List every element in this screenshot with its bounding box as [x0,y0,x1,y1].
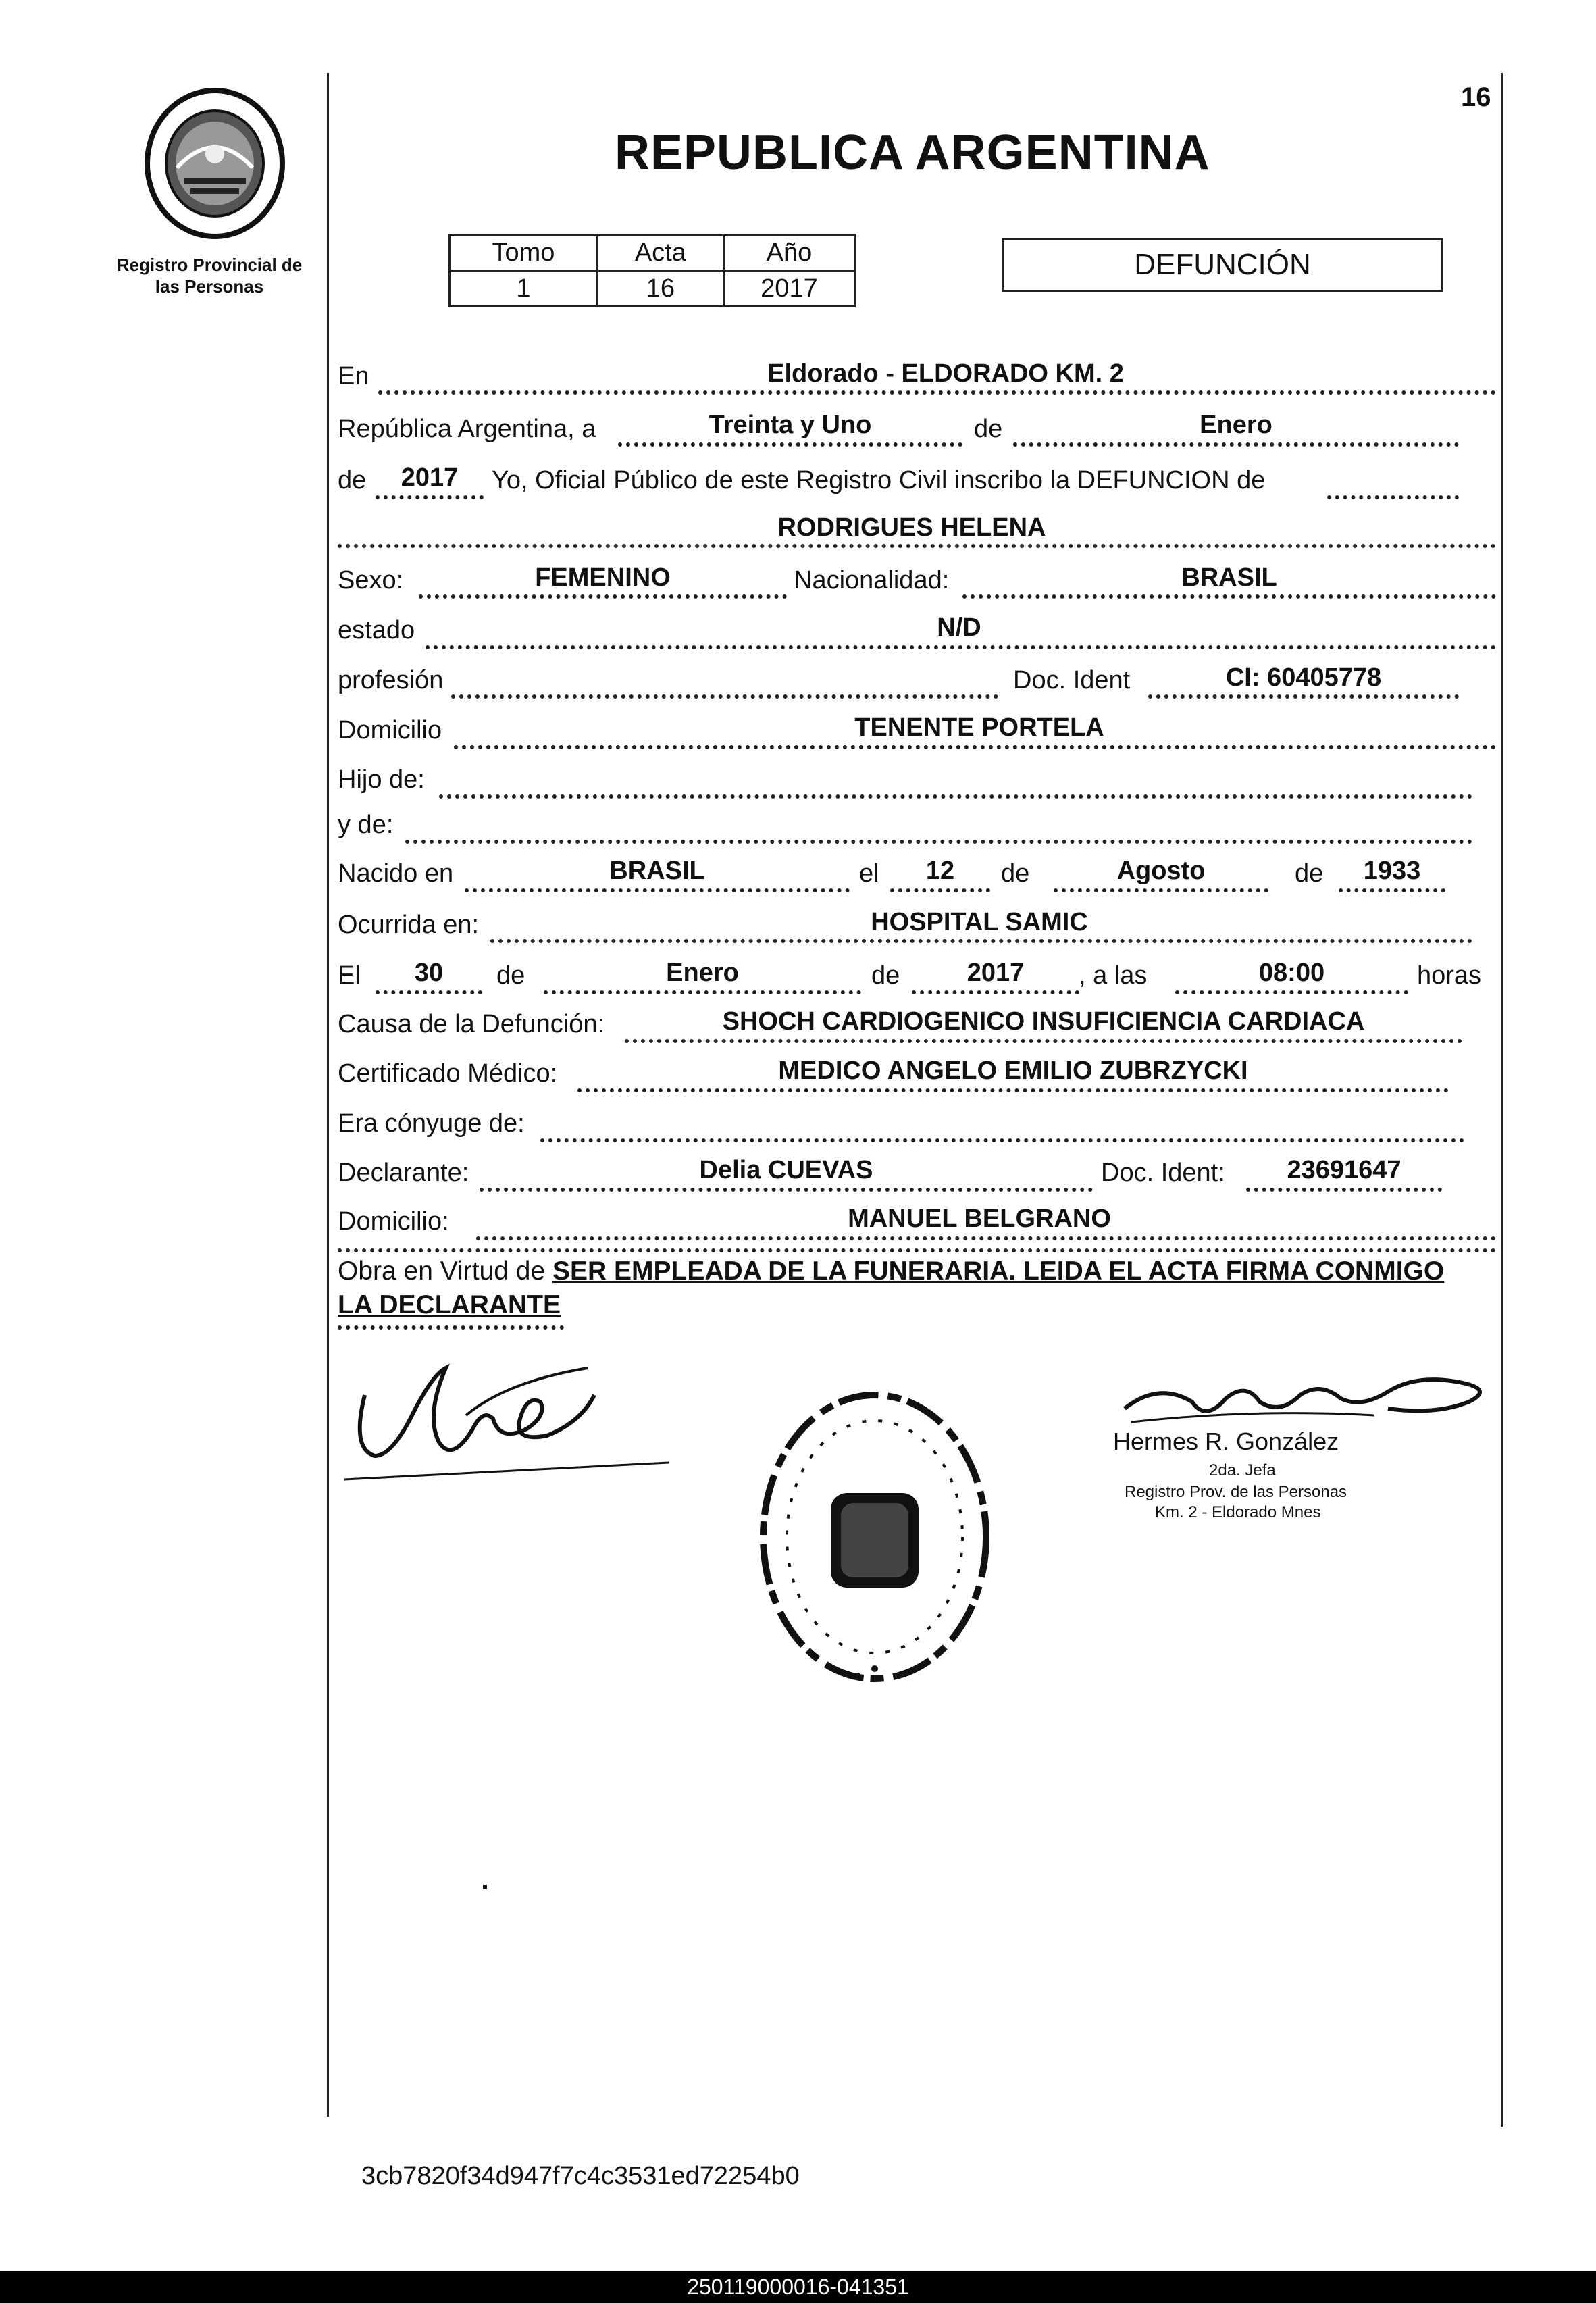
deceased-name-value: RODRIGUES HELENA [777,513,1046,542]
de-label-2: de [338,466,367,495]
act-type-box [1002,238,1443,292]
death-time-line [1175,990,1408,994]
de-label-6: de [871,961,900,990]
el-label: el [859,859,879,888]
place-value: Eldorado - ELDORADO KM. 2 [767,359,1124,388]
obra-end-line [338,1325,564,1330]
official-title: 2da. Jefa [1209,1461,1276,1479]
day-line [618,442,962,447]
El-label: El [338,961,361,990]
official-signature [1118,1361,1503,1436]
table-value-ano: 2017 [723,271,854,307]
profesion-label: profesión [338,666,444,694]
republica-label: República Argentina, a [338,415,596,443]
death-month-value: Enero [666,959,739,987]
hijo-de-label: Hijo de: [338,765,425,794]
decl-doc-line [1246,1188,1442,1192]
death-day-value: 30 [414,959,444,987]
y-de-line [405,840,1472,844]
table-value-tomo: 1 [450,271,598,307]
act-type-label: DEFUNCIÓN [1134,248,1311,281]
birth-day-line [890,888,990,892]
death-time-value: 08:00 [1258,959,1325,987]
obra-text-2: LA DECLARANTE [338,1290,561,1319]
en-label: En [338,362,369,390]
decl-doc-value: 23691647 [1287,1156,1401,1184]
a-las-label: , a las [1079,961,1148,990]
inscribo-line [1327,495,1459,499]
death-month-line [544,990,861,994]
domicilio-label: Domicilio [338,716,442,744]
misiones-seal-emblem [143,86,286,241]
domicilio2-line [476,1236,1496,1240]
right-margin-line [1501,73,1503,2127]
birth-month-value: Agosto [1116,857,1206,885]
declarante-value: Delia CUEVAS [699,1156,873,1184]
birth-day-value: 12 [925,857,955,885]
deceased-name-line [338,544,1496,548]
registry-table [448,234,856,307]
place-line [378,390,1496,395]
year-line [376,495,484,499]
obra-line-1 [338,1257,1444,1286]
nacionalidad-line [962,594,1496,599]
sexo-value: FEMENINO [535,563,671,592]
left-margin-line [327,73,329,2117]
causa-label: Causa de la Defunción: [338,1010,605,1038]
declarant-signature [338,1355,689,1490]
inscribo-text: Yo, Oficial Público de este Registro Civil inscribo la DEFUNCION de [492,466,1266,495]
domicilio-line [454,745,1496,749]
obra-label: Obra en Virtud de [338,1257,546,1286]
birth-year-line [1339,888,1445,892]
stray-mark [483,1885,487,1889]
decl-doc-label: Doc. Ident: [1101,1159,1225,1187]
separator-line [338,1248,1496,1252]
estado-value: N/D [937,613,981,642]
seal-caption: Registro Provincial de las Personas [116,255,303,297]
de-label-4: de [1295,859,1324,888]
conyuge-label: Era cónyuge de: [338,1109,525,1138]
domicilio2-label: Domicilio: [338,1207,449,1236]
death-year-line [912,990,1079,994]
hijo-de-line [439,794,1472,799]
official-name: Hermes R. González [1113,1427,1339,1455]
domicilio-value: TENENTE PORTELA [854,713,1104,742]
nacionalidad-label: Nacionalidad: [794,566,950,594]
birth-month-line [1054,888,1268,892]
table-value-acta: 16 [597,271,723,307]
nacionalidad-value: BRASIL [1181,563,1277,592]
ocurrida-en-line [490,939,1472,943]
official-registry: Registro Prov. de las Personas [1125,1483,1347,1501]
ocurrida-en-label: Ocurrida en: [338,911,480,939]
de-label-5: de [496,961,525,990]
month-line [1013,442,1459,447]
birth-year-value: 1933 [1363,857,1421,885]
table-header-acta: Acta [597,235,723,271]
page-number: 16 [1461,82,1491,112]
ocurrida-en-value: HOSPITAL SAMIC [871,908,1088,936]
de-label-1: de [974,415,1003,443]
nacido-en-label: Nacido en [338,859,454,888]
year-value: 2017 [401,463,459,492]
de-label-3: de [1001,859,1030,888]
causa-value: SHOCH CARDIOGENICO INSUFICIENCIA CARDIACA [722,1007,1365,1036]
certificado-label: Certificado Médico: [338,1059,558,1088]
y-de-label: y de: [338,811,394,839]
official-round-stamp [746,1378,1003,1702]
doc-ident-line [1148,694,1459,699]
table-header-ano: Año [723,235,854,271]
declarante-label: Declarante: [338,1159,469,1187]
sexo-label: Sexo: [338,566,404,594]
nacido-en-line [465,888,850,892]
registry-table-value-row [450,271,855,307]
estado-line [426,645,1496,649]
certificado-line [577,1088,1449,1092]
table-header-tomo: Tomo [450,235,598,271]
causa-line [625,1039,1462,1043]
registry-table-header-row [450,235,855,271]
death-year-value: 2017 [967,959,1025,987]
document-hash: 3cb7820f34d947f7c4c3531ed72254b0 [361,2162,800,2190]
declarante-line [480,1188,1093,1192]
official-location: Km. 2 - Eldorado Mnes [1155,1503,1321,1521]
death-day-line [376,990,482,994]
doc-ident-label: Doc. Ident [1013,666,1131,694]
nacido-en-value: BRASIL [609,857,705,885]
day-words-value: Treinta y Uno [709,411,872,439]
month-value: Enero [1200,411,1272,439]
estado-label: estado [338,616,415,644]
profesion-line [451,694,998,699]
footer-code: 250119000016-041351 [687,2275,909,2299]
doc-ident-value: CI: 60405778 [1225,663,1382,692]
conyuge-line [540,1138,1464,1142]
obra-text-1: SER EMPLEADA DE LA FUNERARIA. LEIDA EL ACTA FIRMA CONMIGO [552,1257,1445,1286]
horas-label: horas [1417,961,1482,990]
domicilio2-value: MANUEL BELGRANO [848,1205,1111,1233]
sexo-line [419,594,787,599]
certificado-value: MEDICO ANGELO EMILIO ZUBRZYCKI [778,1057,1248,1085]
document-title: REPUBLICA ARGENTINA [615,126,1210,180]
obra-line-2 [338,1290,561,1320]
